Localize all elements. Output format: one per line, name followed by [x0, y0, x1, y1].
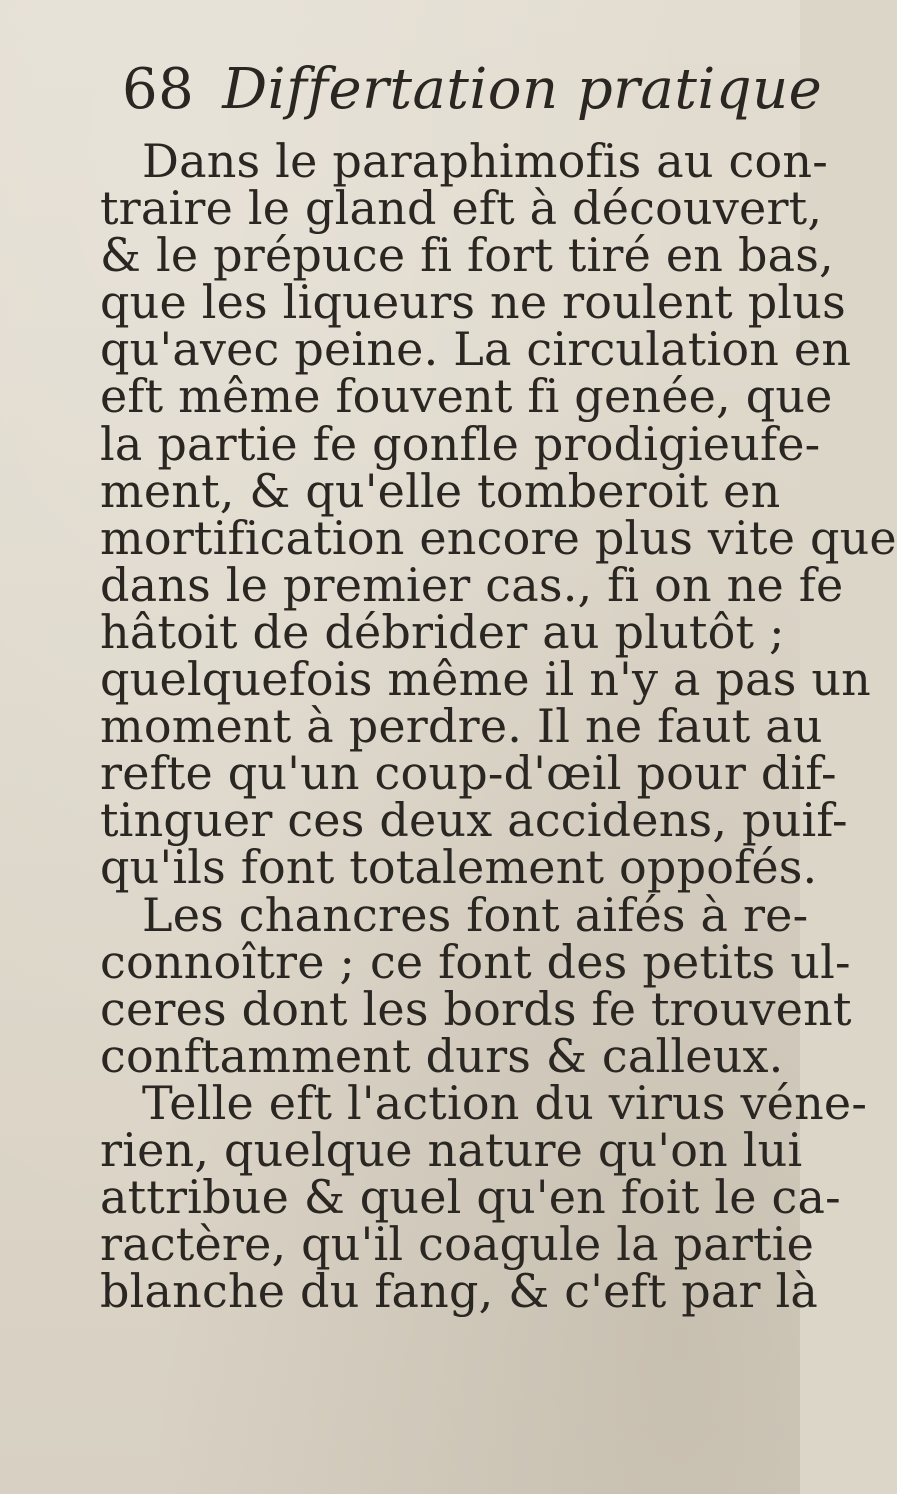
- text-line: attribue & quel qu'en foit le ca-: [100, 1170, 841, 1225]
- text-line: Dans le paraphimofis au con-: [142, 134, 828, 188]
- text-line: mortification encore plus vite que: [100, 510, 897, 565]
- page-header: [122, 57, 823, 122]
- text-line: rien, quelque nature qu'on lui: [100, 1122, 803, 1177]
- body-text: [100, 134, 897, 1319]
- text-line: Telle eft l'action du virus véne-: [142, 1075, 868, 1130]
- page-number: 68: [122, 57, 195, 122]
- text-line: dans le premier cas., fi on ne fe: [100, 557, 844, 612]
- text-line: qu'avec peine. La circulation en: [100, 322, 852, 377]
- text-line: ment, & qu'elle tomberoit en: [100, 463, 781, 518]
- text-line: & le prépuce fi fort tiré en bas,: [100, 228, 834, 283]
- text-line: blanche du fang, & c'eft par là: [100, 1264, 819, 1319]
- text-line: ractère, qu'il coagule la partie: [100, 1217, 815, 1272]
- text-line: quelquefois même il n'y a pas un: [100, 652, 871, 707]
- text-line: la partie fe gonfle prodigieufe-: [100, 416, 821, 471]
- text-line: ceres dont les bords fe trouvent: [100, 981, 852, 1036]
- text-line: refte qu'un coup-d'œil pour dif-: [100, 746, 837, 801]
- text-line: moment à perdre. Il ne faut au: [100, 699, 823, 754]
- text-line: que les liqueurs ne roulent plus: [100, 275, 846, 330]
- text-line: qu'ils font totalement oppofés.: [100, 840, 818, 895]
- text-line: connoître ; ce font des petits ul-: [100, 934, 851, 989]
- text-line: traire le gland eft à découvert,: [100, 181, 823, 236]
- text-line: hâtoit de débrider au plutôt ;: [100, 604, 785, 659]
- running-title: Differtation pratique: [222, 57, 823, 122]
- text-line: eft même fouvent fi genée, que: [100, 369, 833, 424]
- text-line: tinguer ces deux accidens, puif-: [100, 793, 848, 848]
- text-line: Les chancres font aifés à re-: [142, 887, 809, 942]
- text-line: conftamment durs & calleux.: [100, 1028, 784, 1083]
